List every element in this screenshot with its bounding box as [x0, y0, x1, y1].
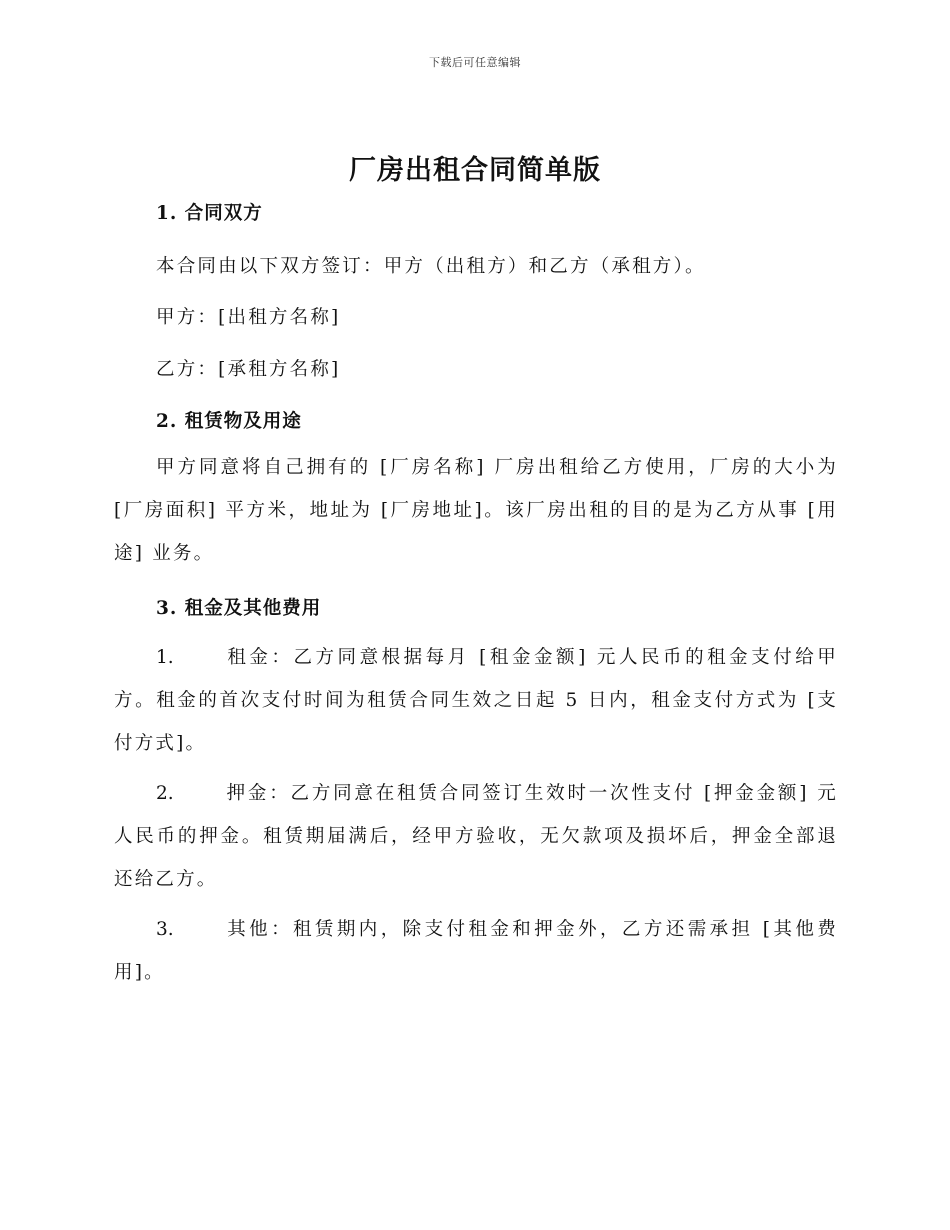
fee-item-other [114, 908, 838, 994]
document-title: 厂房出租合同简单版 [349, 155, 601, 186]
fee-item-deposit [114, 772, 838, 901]
section-2-paragraph: 甲方同意将自己拥有的 [厂房名称] 厂房出租给乙方使用，厂房的大小为 [厂房面积] 平方米，地址为 [厂房地址]。该厂房出租的目的是为乙方从事 [用途] 业务。 [114, 457, 838, 564]
header-note: 下载后可任意编辑 [429, 56, 521, 69]
fee-item-number: 3. [156, 919, 174, 940]
fee-item-text: 押金：乙方同意在租赁合同签订生效时一次性支付 [押金金额] 元人民币的押金。租赁期届满后，经甲方验收，无欠款项及损坏后，押金全部退还给乙方。 [114, 783, 838, 890]
fee-item-number: 1. [156, 647, 174, 668]
party-b-line: 乙方：[承租方名称] [156, 359, 341, 380]
fee-item-rent [114, 636, 838, 765]
fee-item-text: 租金：乙方同意根据每月 [租金金额] 元人民币的租金支付给甲方。租金的首次支付时间为租赁合同生效之日起 5 日内，租金支付方式为 [支付方式]。 [114, 647, 838, 754]
section-3-heading: 3. 租金及其他费用 [156, 598, 322, 619]
party-a-line: 甲方：[出租方名称] [156, 307, 341, 328]
section-2-heading: 2. 租赁物及用途 [156, 411, 302, 432]
fee-item-text: 其他：租赁期内，除支付租金和押金外，乙方还需承担 [其他费用]。 [114, 919, 838, 983]
section-1-heading: 1. 合同双方 [156, 203, 263, 224]
section-1-intro: 本合同由以下双方签订：甲方（出租方）和乙方（承租方）。 [156, 256, 706, 277]
fee-item-number: 2. [156, 783, 174, 804]
